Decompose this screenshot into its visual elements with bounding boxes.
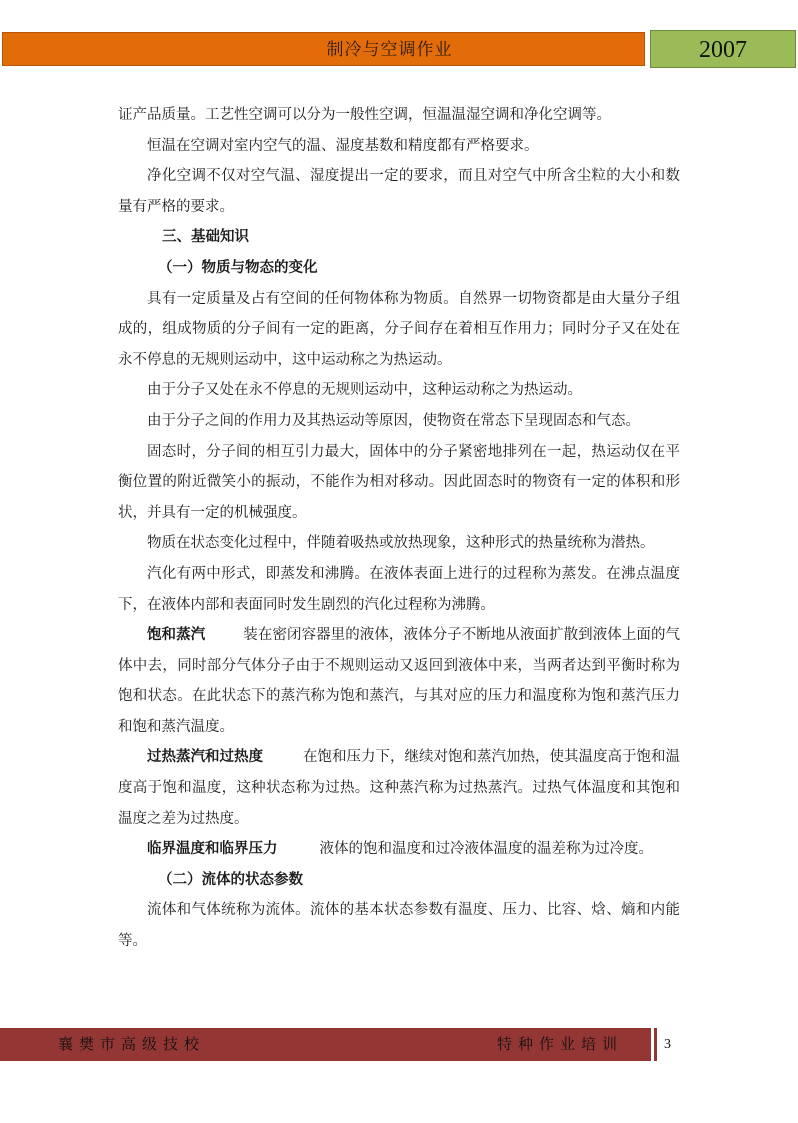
footer-separator xyxy=(654,1028,657,1061)
section-heading: 三、基础知识 xyxy=(162,228,249,246)
document-body xyxy=(118,100,680,957)
subsection-heading: （一）物质与物态的变化 xyxy=(158,258,318,276)
header-title-bar xyxy=(2,32,645,66)
page-number: 3 xyxy=(664,1037,671,1052)
paragraph: 物质在状态变化过程中，伴随着吸热或放热现象，这种形式的热量统称为潜热。 xyxy=(147,535,655,552)
term-label: 饱和蒸汽 xyxy=(147,626,206,644)
footer-school: 襄樊市高级技校 xyxy=(58,1035,206,1053)
definition-paragraph xyxy=(118,620,680,742)
page-header xyxy=(2,30,796,70)
subsection-heading: （二）流体的状态参数 xyxy=(158,870,303,888)
paragraph: 由于分子又处在永不停息的无规则运动中，这种运动称之为热运动。 xyxy=(147,382,582,399)
header-year: 2007 xyxy=(650,30,796,68)
footer-course: 特种作业培训 xyxy=(497,1035,624,1053)
header-title: 制冷与空调作业 xyxy=(326,40,453,60)
term-label: 临界温度和临界压力 xyxy=(147,840,278,858)
paragraph: 汽化有两中形式，即蒸发和沸腾。在液体表面上进行的过程称为蒸发。在沸点温度下，在液体内部和表面同时发生剧烈的汽化过程称为沸腾。 xyxy=(118,565,680,613)
term-definition: 液体的饱和温度和过冷液体温度的温差称为过冷度。 xyxy=(319,841,653,858)
paragraph: 流体和气体统称为流体。流体的基本状态参数有温度、压力、比容、焓、熵和内能等。 xyxy=(118,902,680,950)
paragraph: 证产品质量。工艺性空调可以分为一般性空调，恒温温湿空调和净化空调等。 xyxy=(118,107,611,123)
paragraph: 恒温在空调对室内空气的温、湿度基数和精度都有严格要求。 xyxy=(147,137,539,154)
term-definition: 装在密闭容器里的液体，液体分子不断地从液面扩散到液体上面的气体中去，同时部分气体分子由于不规则运动又返回到液体中来，当两者达到平衡时称为饱和状态。在此状态下的蒸汽称为饱和蒸汽，与其对应的压力和温度称为饱和蒸汽压力和饱和蒸汽温度。 xyxy=(118,627,681,735)
page-footer xyxy=(0,1028,798,1061)
definition-paragraph xyxy=(118,742,680,834)
footer-bar xyxy=(0,1028,651,1061)
paragraph: 净化空调不仅对空气温、湿度提出一定的要求，而且对空气中所含尘粒的大小和数量有严格的要求。 xyxy=(118,168,680,215)
paragraph: 由于分子之间的作用力及其热运动等原因，使物资在常态下呈现固态和气态。 xyxy=(147,412,640,429)
paragraph: 具有一定质量及占有空间的任何物体称为物质。自然界一切物资都是由大量分子组成的，组成物质的分子间有一定的距离，分子间存在着相互作用力；同时分子又在处在永不停息的无规则运动中，这中运动称之为热运动。 xyxy=(118,290,680,368)
definition-paragraph xyxy=(118,834,680,865)
term-label: 过热蒸汽和过热度 xyxy=(147,748,263,766)
paragraph: 固态时，分子间的相互引力最大，固体中的分子紧密地排列在一起，热运动仅在平衡位置的附近微笑小的振动，不能作为相对移动。因此固态时的物资有一定的体积和形状，并具有一定的机械强度。 xyxy=(118,443,680,521)
term-definition: 在饱和压力下，继续对饱和蒸汽加热，使其温度高于饱和温度高于饱和温度，这种状态称为过热。这种蒸汽称为过热蒸汽。过热气体温度和其饱和温度之差为过热度。 xyxy=(118,749,680,827)
